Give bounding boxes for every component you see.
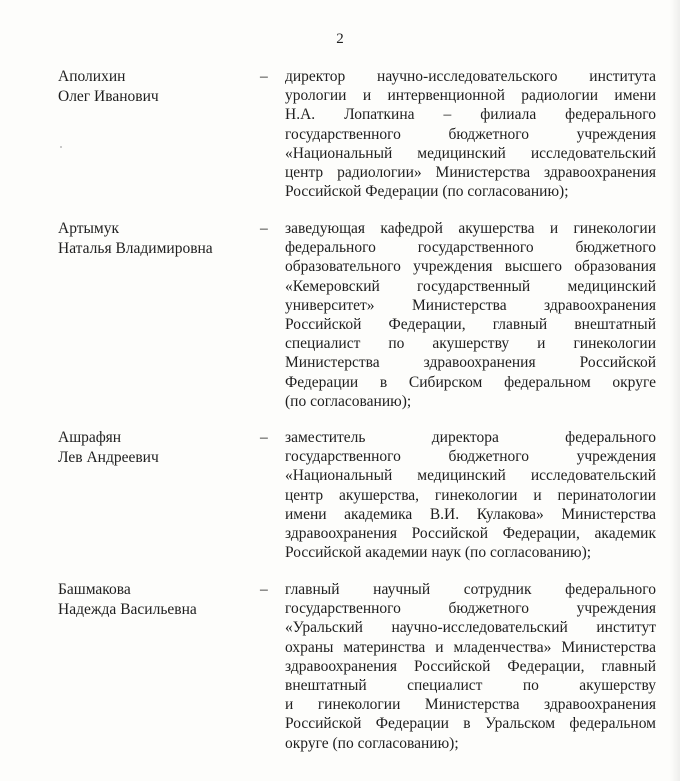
position-line: главный научный сотрудник федерального — [285, 581, 656, 598]
position-line: «Уральский научно-исследовательский институт — [285, 619, 656, 637]
member-name — [58, 428, 258, 468]
position-line: государственного бюджетного учреждения — [285, 125, 656, 143]
dash-separator: – — [260, 220, 268, 237]
member-position — [285, 219, 656, 411]
position-line: заведующая кафедрой акушерства и гинекологии — [285, 220, 656, 237]
dash-separator: – — [260, 581, 268, 598]
surname: Артымук — [58, 220, 120, 237]
position-line: образовательного учреждения высшего образования — [285, 258, 656, 276]
member-position — [285, 580, 656, 753]
scan-edge-shadow — [670, 0, 680, 781]
position-line: округе (по согласованию); — [285, 734, 459, 752]
member-name — [58, 580, 258, 620]
position-line: Российской Федерации в Уральском федеральном — [285, 715, 656, 733]
position-line: урологии и интервенционной радиологии имени — [285, 87, 656, 105]
given-names: Олег Иванович — [58, 88, 159, 105]
position-line: охраны материнства и младенчества» Министерства — [285, 638, 656, 656]
position-line: заместитель директора федерального — [285, 429, 656, 446]
surname: Аполихин — [58, 68, 126, 85]
given-names: Наталья Владимировна — [58, 240, 213, 257]
position-line: здравоохранения Российской Федерации, главный — [285, 657, 656, 675]
dash-separator: – — [260, 429, 268, 446]
position-line: Российской Федерации (по согласованию); — [285, 183, 569, 201]
given-names: Лев Андреевич — [58, 449, 159, 466]
scan-speck — [60, 146, 62, 148]
surname: Башмакова — [58, 581, 131, 598]
position-line: здравоохранения Российской Федерации, академик — [285, 525, 656, 543]
position-line: Н.А. Лопаткина – филиала федерального — [285, 106, 656, 124]
position-line: «Национальный медицинский исследовательский — [285, 467, 656, 485]
position-line: имени академика В.И. Кулакова» Министерства — [285, 505, 656, 523]
member-name — [58, 219, 258, 259]
position-line: центр акушерства, гинекологии и перинатологии — [285, 486, 656, 504]
position-line: Федерации в Сибирском федеральном округе — [285, 373, 656, 391]
given-names: Надежда Васильевна — [58, 601, 197, 618]
position-line: внештатный специалист по акушерству — [285, 677, 656, 695]
position-line: государственного бюджетного учреждения — [285, 448, 656, 466]
position-line: специалист по акушерству и гинекологии — [285, 335, 656, 353]
dash-separator: – — [260, 68, 268, 85]
position-line: государственного бюджетного учреждения — [285, 600, 656, 618]
position-line: (по согласованию); — [285, 392, 412, 410]
member-position — [285, 428, 656, 562]
position-line: федерального государственного бюджетного — [285, 239, 656, 257]
position-line: Российской академии наук (по согласованию); — [285, 544, 592, 562]
position-line: директор научно-исследовательского института — [285, 68, 656, 85]
position-line: «Кемеровский государственный медицинский — [285, 277, 656, 295]
surname: Ашрафян — [58, 429, 122, 446]
position-line: университет» Министерства здравоохранения — [285, 296, 656, 314]
position-line: и гинекологии Министерства здравоохранения — [285, 696, 656, 714]
member-name — [58, 67, 258, 107]
position-line: Российской Федерации, главный внештатный — [285, 316, 656, 334]
position-line: центр радиологии» Министерства здравоохранения — [285, 164, 656, 182]
member-position — [285, 67, 656, 201]
position-line: «Национальный медицинский исследовательский — [285, 144, 656, 162]
page-number: 2 — [336, 31, 344, 47]
position-line: Министерства здравоохранения Российской — [285, 354, 656, 372]
